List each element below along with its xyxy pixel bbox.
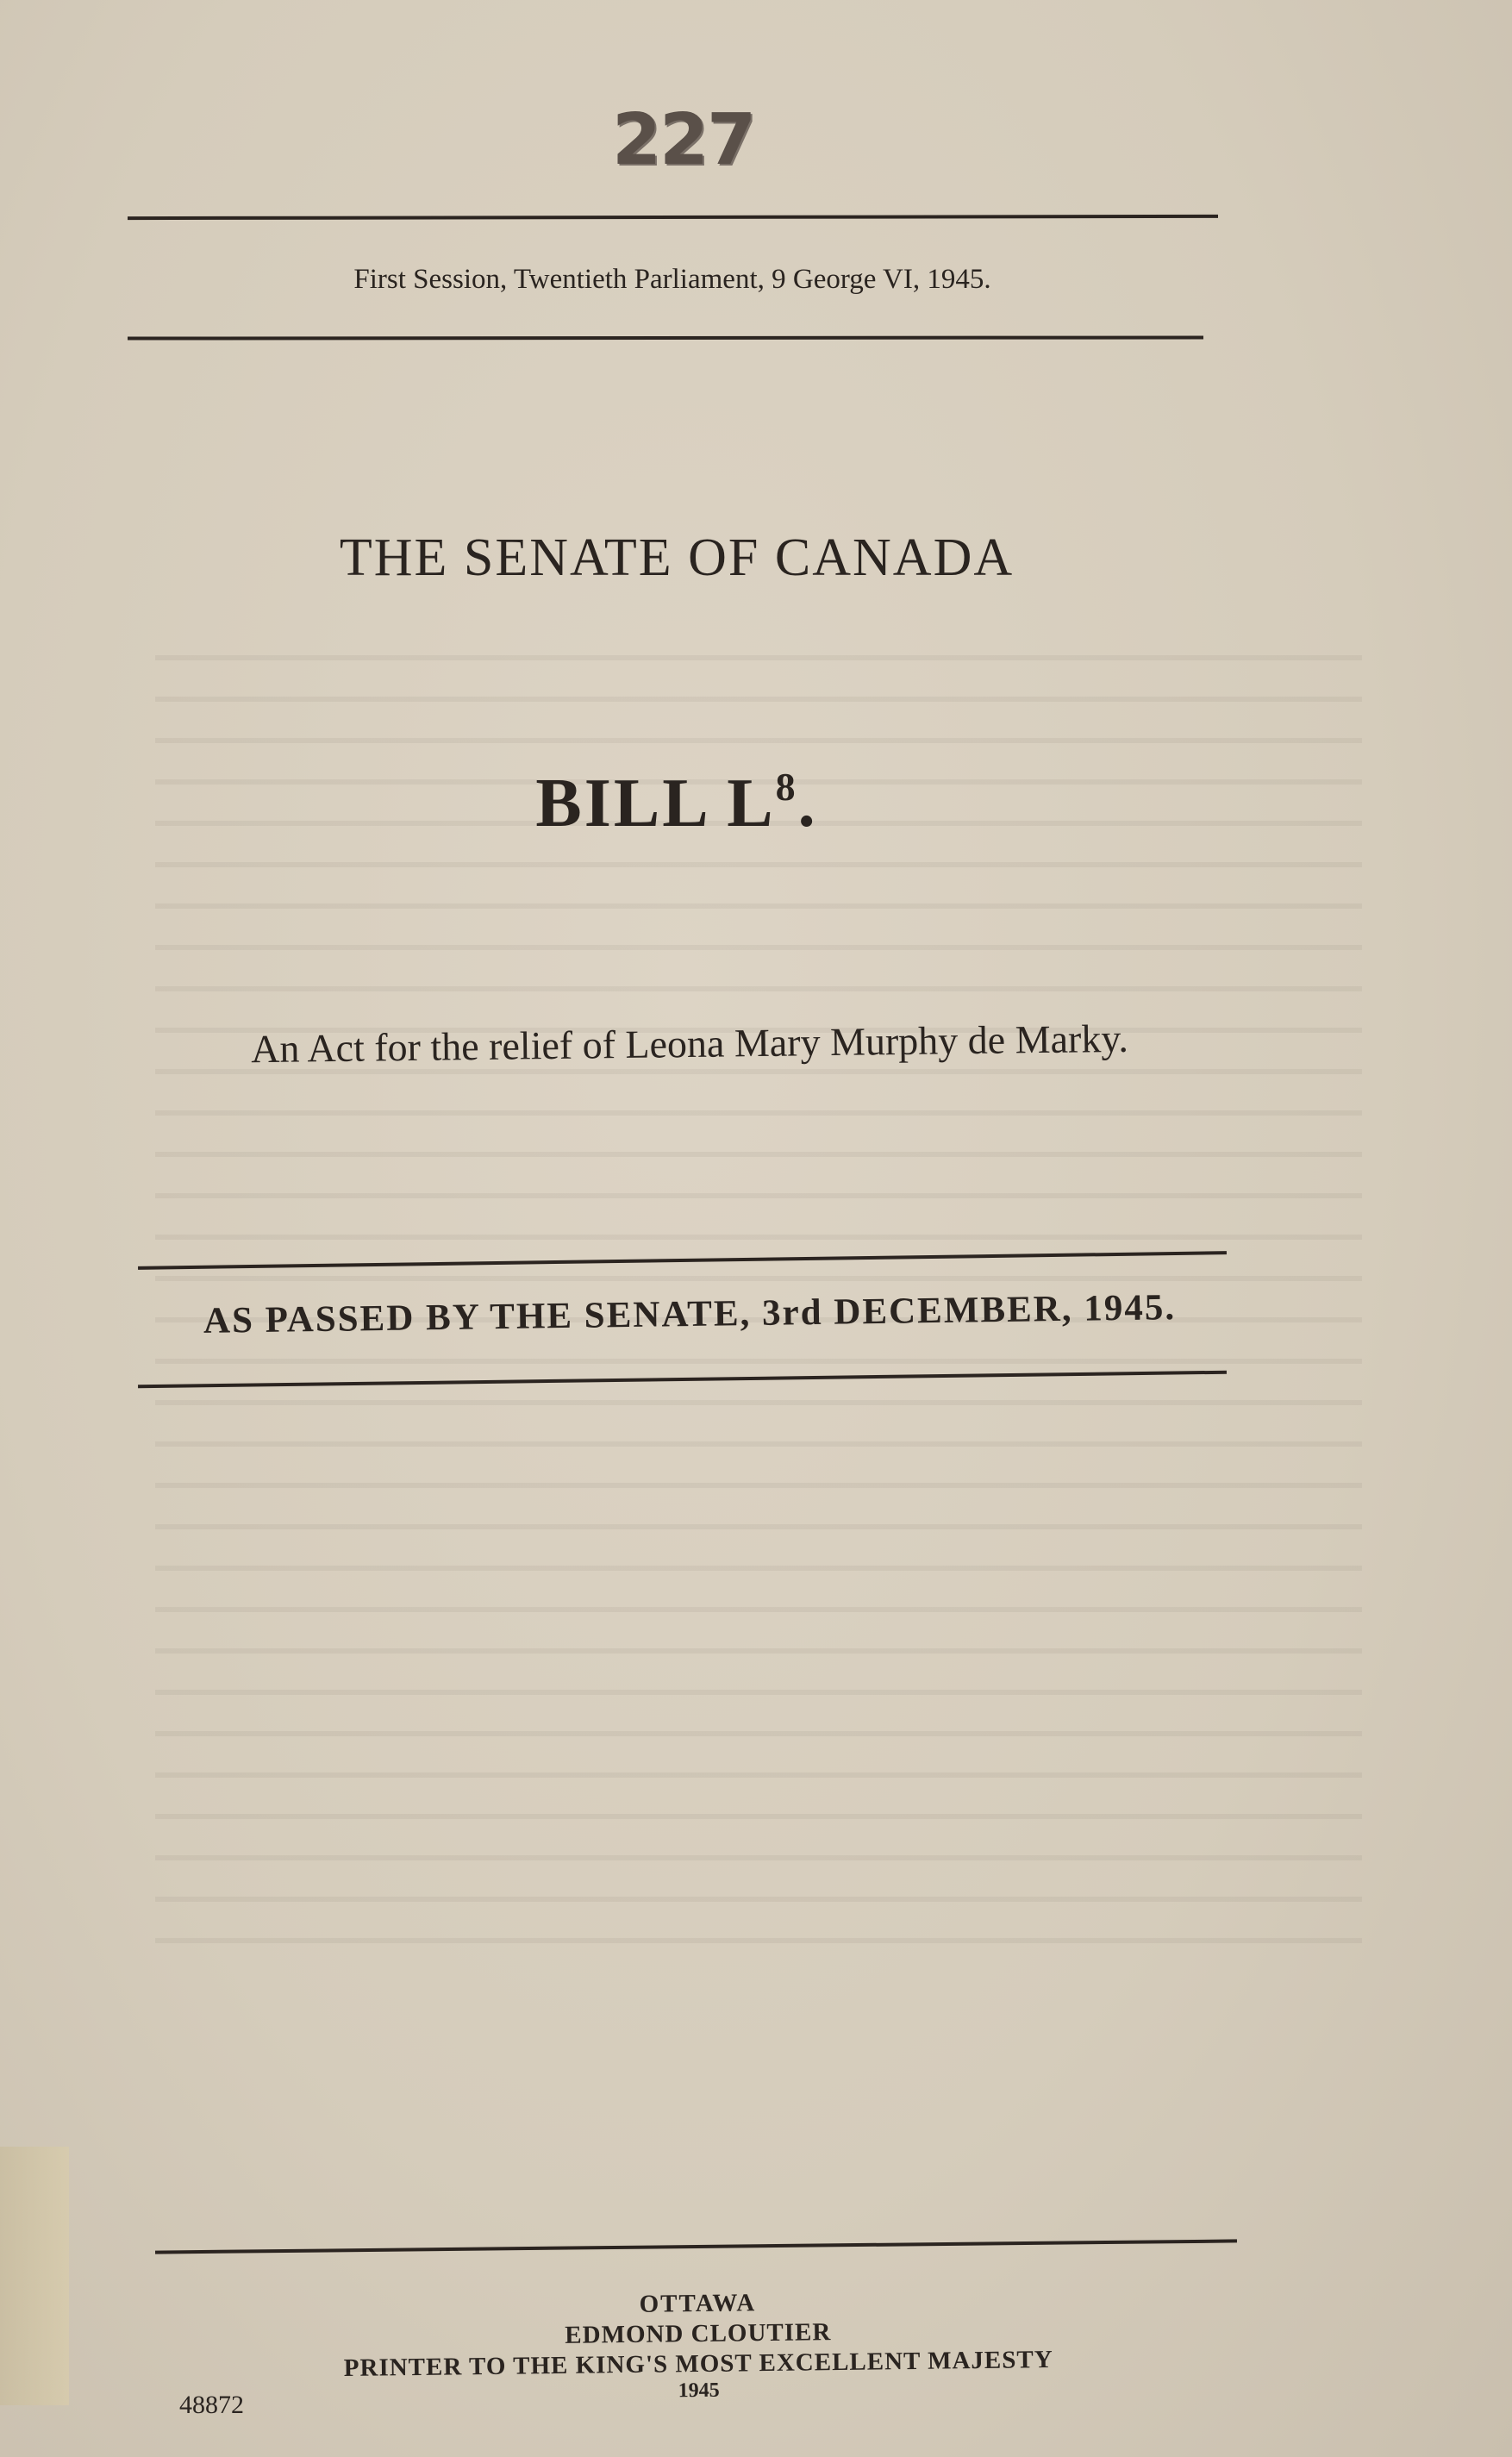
- bill-title: [0, 764, 1353, 843]
- act-title: An Act for the relief of Leona Mary Murphy de Marky.: [250, 1016, 1129, 1072]
- bill-label: BILL L: [535, 766, 776, 841]
- imprint-city: OTTAWA: [639, 2289, 757, 2318]
- session-bottom-rule: [128, 335, 1203, 340]
- bill-superscript: 8: [775, 765, 798, 809]
- imprint-year: 1945: [678, 2379, 720, 2403]
- page-number-stamp: 227: [612, 99, 755, 181]
- imprint-printer-title: PRINTER TO THE KING'S MOST EXCELLENT MAJESTY: [343, 2345, 1053, 2382]
- top-rule: [128, 215, 1218, 220]
- session-line: First Session, Twentieth Parliament, 9 George VI, 1945.: [353, 264, 991, 295]
- imprint-printer: EDMOND CLOUTIER: [565, 2317, 832, 2349]
- imprint-rule: [155, 2239, 1237, 2254]
- passed-bottom-rule: [138, 1371, 1227, 1389]
- bill-suffix: .: [797, 766, 818, 841]
- passed-line: AS PASSED BY THE SENATE, 3rd DECEMBER, 1945.: [203, 1287, 1177, 1341]
- print-code: 48872: [179, 2391, 244, 2419]
- institution-heading: THE SENATE OF CANADA: [339, 528, 1015, 587]
- passed-top-rule: [138, 1251, 1227, 1270]
